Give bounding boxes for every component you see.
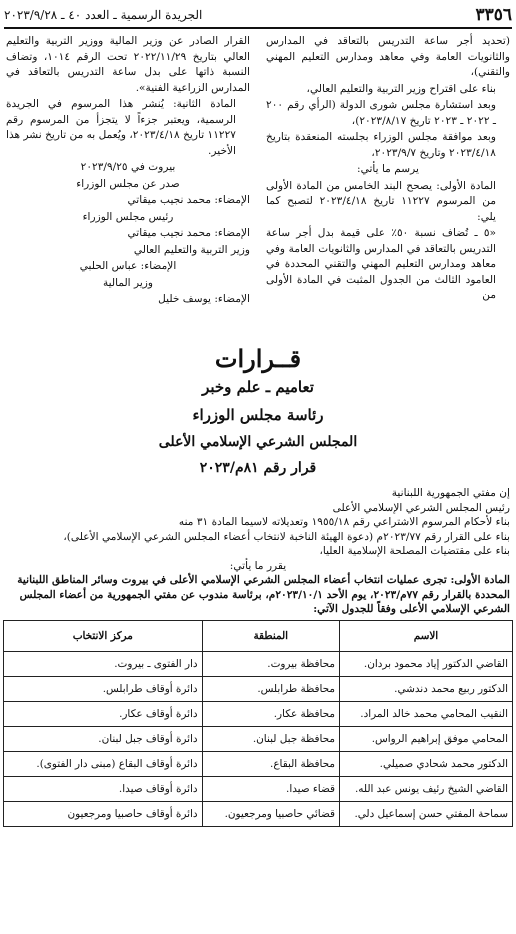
- signatory-title: وزير المالية: [102, 276, 154, 289]
- article-two: المادة الثانية: يُنشر هذا المرسوم في الجريدة الرسمية، ويعتبر جزءاً لا يتجزأ من المرسوم رقم ١١٢٢٧ تاريخ ٢٠٢٣/٤/١٨، ويُعمل به من تاريخ نشر هذا الأخير.: [6, 98, 236, 157]
- page-number: ٣٣٥٦: [475, 5, 512, 25]
- issued-by: صدر عن مجلس الوزراء: [76, 177, 180, 190]
- paragraph: بناء لأحكام المرسوم الاشتراعي رقم ١٩٥٥/١٨ وتعديلاته لاسيما المادة ٣١ منه: [178, 516, 510, 528]
- paragraph: رئيس المجلس الشرعي الإسلامي الأعلى: [332, 501, 510, 514]
- table-row: [4, 702, 513, 727]
- column-header: مركز الانتخاب: [4, 621, 203, 652]
- paragraph: «٥ ـ تُضاف نسبة ٥٠٪ على قيمة بدل أجر ساعة التدريس بالتعاقد في المدارس والثانويات العامة وفي معاهد ومدارس التعليم المهني والتقني المحددة في العامود الثالث من الجدول المثبت في المادة الأولى من: [266, 227, 496, 301]
- cell: دائرة أوقاف البقاع (مبنى دار الفتوى).: [4, 752, 203, 777]
- cell: محافظة بيروت.: [202, 652, 339, 677]
- cell: دائرة أوقاف حاصبيا ومرجعيون: [4, 802, 203, 827]
- cell: دائرة أوقاف صيدا.: [4, 777, 203, 802]
- cell: محافظة البقاع.: [202, 752, 339, 777]
- cell: دائرة أوقاف طرابلس.: [4, 677, 203, 702]
- cell: القاضي الدكتور إياد محمود بردان.: [339, 652, 512, 677]
- cell: محافظة عكار.: [202, 702, 339, 727]
- table-header-row: [4, 621, 513, 652]
- paragraph: إن مفتي الجمهورية اللبنانية: [391, 487, 510, 499]
- article-one: المادة الأولى: تجرى عمليات انتخاب أعضاء المجلس الشرعي الإسلامي الأعلى في بيروت وسائر المناطق اللبنانية المحددة بالقرار رقم ٧٧م/٢٠٢٣، يوم الأحد ٢٠٢٣/١٠/١م، برئاسة مندوب عن مفتي الجمهورية من أعضاء المجلس الشرعي الإسلامي الأعلى وفقاً للجدول الآتي:: [17, 574, 510, 615]
- decision-body: [6, 486, 510, 617]
- cell: النقيب المحامي محمد خالد المراد.: [339, 702, 512, 727]
- cell: دار الفتوى ـ بيروت.: [4, 652, 203, 677]
- paragraph: وبعد استشارة مجلس شورى الدولة (الرأي رقم ٢٠٠ ـ ٢٠٢٢ ـ ٢٠٢٣ تاريخ ٢٠٢٣/٨/١٧)،: [266, 99, 496, 127]
- signatory-title: رئيس مجلس الوزراء: [82, 210, 174, 223]
- left-column: [6, 34, 250, 309]
- decision-number: قرار رقم ٨١م/٢٠٢٣: [199, 460, 317, 476]
- signature: الإمضاء: محمد نجيب ميقاتي: [127, 227, 250, 239]
- right-column: [266, 34, 510, 305]
- article-one: المادة الأولى: يصحح البند الخامس من المادة الأولى من المرسوم ١١٢٢٧ تاريخ ٢٠٢٣/٤/١٨ لتصبح كما يلي:: [266, 179, 496, 223]
- signatory-title: وزير التربية والتعليم العالي: [133, 243, 250, 256]
- signature: الإمضاء: يوسف خليل: [158, 293, 250, 305]
- table-row: [4, 777, 513, 802]
- section-title: قــرارات: [214, 344, 302, 373]
- cell: دائرة أوقاف عكار.: [4, 702, 203, 727]
- cell: المحامي موفق إبراهيم الرواس.: [339, 727, 512, 752]
- paragraph: بناء على اقتراح وزير التربية والتعليم العالي،: [306, 82, 496, 95]
- signature: الإمضاء: عباس الحلبي: [79, 260, 177, 272]
- paragraph: يقرر ما يأتي:: [229, 559, 287, 572]
- paragraph: بناء على القرار رقم ٢٠٢٣/٧٧م (دعوة الهيئة الناخبة لانتخاب أعضاء المجلس الشرعي الإسلامي الأعلى)،: [63, 530, 510, 543]
- place-date: بيروت في ٢٠٢٣/٩/٢٥: [80, 161, 176, 173]
- paragraph: القرار الصادر عن وزير المالية ووزير التربية والتعليم العالي بتاريخ ٢٠٢٢/١١/٢٩ تحت الرقم ١٠١٤، وتضاف النسبة ذاتها على بدل ساعة التدريس بالتعاقد في المدارس الزراعية الفنية».: [6, 35, 250, 94]
- column-header: المنطقة: [202, 621, 339, 652]
- paragraph: وبعد موافقة مجلس الوزراء بجلسته المنعقدة بتاريخ ٢٠٢٣/٤/١٨ وتاريخ ٢٠٢٣/٩/٧،: [266, 131, 496, 159]
- cell: القاضي الشيخ رئيف يونس عبد الله.: [339, 777, 512, 802]
- paragraph: بناء على مقتضيات المصلحة الإسلامية العليا،: [319, 545, 510, 557]
- signature: الإمضاء: محمد نجيب ميقاتي: [127, 194, 250, 206]
- cell: محافظة جبل لبنان.: [202, 727, 339, 752]
- paragraph: (تحديد أجر ساعة التدريس بالتعاقد في المدارس والثانويات العامة وفي معاهد ومدارس التعليم المهني والتقني)،: [266, 35, 510, 78]
- table-row: [4, 802, 513, 827]
- header-rule: [4, 27, 512, 29]
- cell: قضائي حاصبيا ومرجعيون.: [202, 802, 339, 827]
- table-row: [4, 652, 513, 677]
- election-table: [3, 620, 513, 827]
- gazette-issue: الجريدة الرسمية ـ العدد ٤٠ ـ ٢٠٢٣/٩/٢٨: [4, 8, 203, 22]
- table-row: [4, 752, 513, 777]
- cell: قضاء صيدا.: [202, 777, 339, 802]
- paragraph: يرسم ما يأتي:: [357, 163, 419, 175]
- council-title: المجلس الشرعي الإسلامي الأعلى: [158, 434, 358, 450]
- cell: سماحة المفتي حسن إسماعيل دلي.: [339, 802, 512, 827]
- cell: الدكتور محمد شحادي صميلي.: [339, 752, 512, 777]
- page-header: [4, 4, 512, 26]
- authority-title: رئاسة مجلس الوزراء: [192, 406, 324, 424]
- table-row: [4, 677, 513, 702]
- cell: دائرة أوقاف جبل لبنان.: [4, 727, 203, 752]
- column-header: الاسم: [339, 621, 512, 652]
- cell: الدكتور ربيع محمد دندشي.: [339, 677, 512, 702]
- cell: محافظة طرابلس.: [202, 677, 339, 702]
- section-subtitle: تعاميم ـ علم وخبر: [202, 378, 314, 396]
- table-row: [4, 727, 513, 752]
